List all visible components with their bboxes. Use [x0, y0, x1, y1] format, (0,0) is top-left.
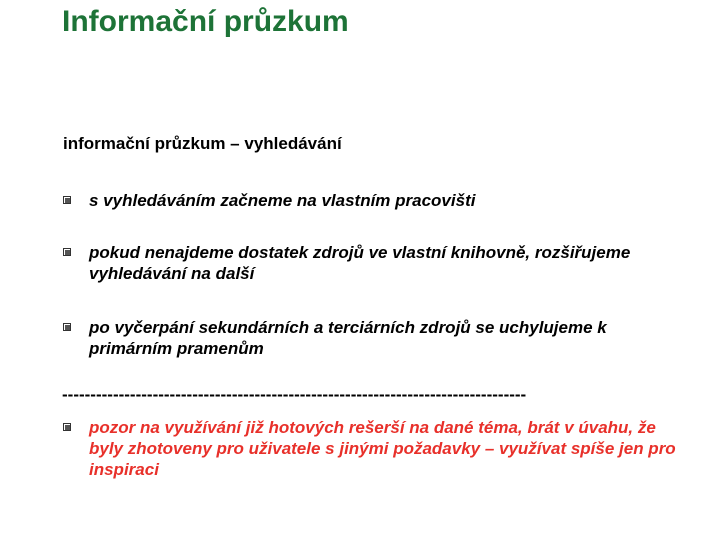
- square-bullet-icon: [63, 196, 71, 204]
- square-bullet-icon: [63, 248, 71, 256]
- square-bullet-icon: [63, 423, 71, 431]
- dashed-divider: ----------------------------------------------------------------------------------: [62, 385, 527, 404]
- note-text: pozor na využívání již hotových rešerší na dané téma, brát v úvahu, že byly zhotoveny pro uživatele s jinými požadavky – využívat spíše jen pro inspiraci: [89, 418, 676, 479]
- slide-subtitle: informační průzkum – vyhledávání: [63, 134, 342, 153]
- bullet-text: pokud nenajdeme dostatek zdrojů ve vlastní knihovně, rozšiřujeme vyhledávání na další: [89, 243, 631, 283]
- square-bullet-icon: [63, 323, 71, 331]
- slide-title: Informační průzkum: [62, 5, 349, 38]
- bullet-text: po vyčerpání sekundárních a terciárních zdrojů se uchylujeme k primárním pramenům: [89, 318, 607, 358]
- bullet-text: s vyhledáváním začneme na vlastním pracovišti: [89, 191, 476, 210]
